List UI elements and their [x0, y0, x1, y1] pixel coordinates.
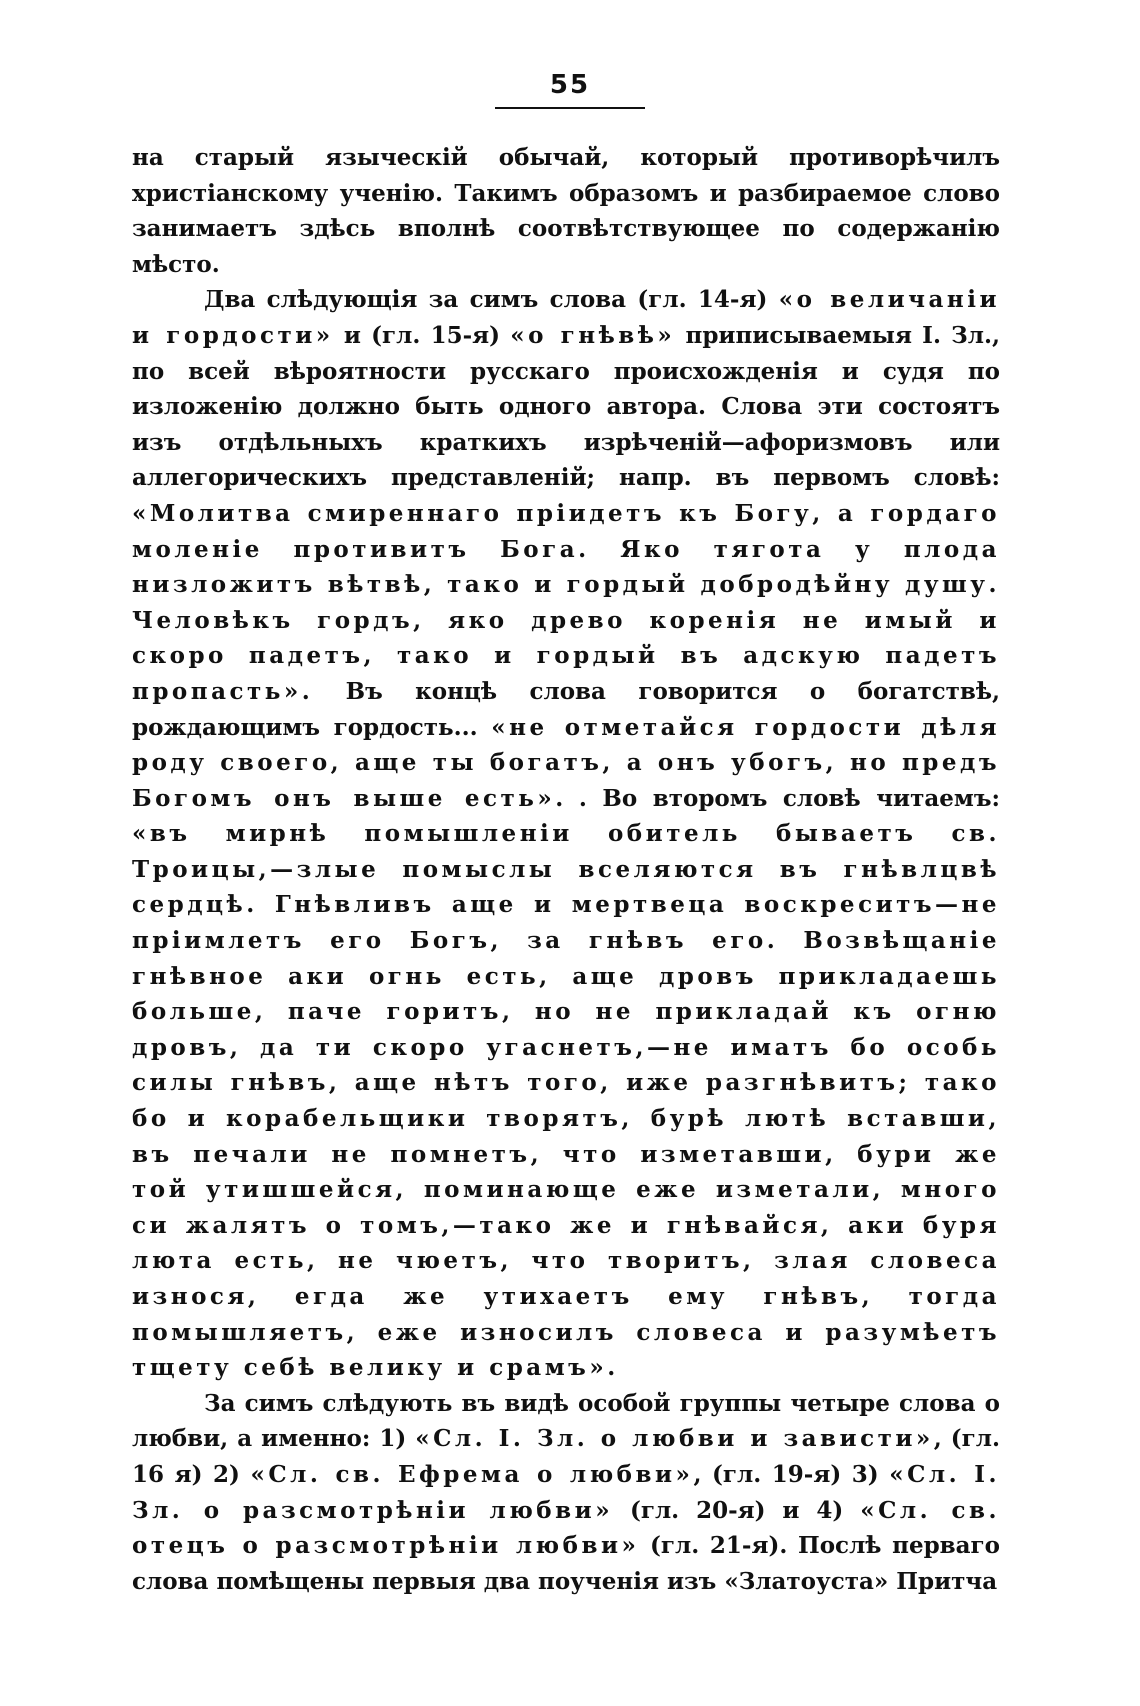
text-run: , (гл. 19-я) 3) — [693, 1460, 890, 1488]
spaced-quote: «Сл. св. отецъ о разсмотрѣніи любви» — [132, 1496, 1001, 1560]
spaced-quote: «въ мирнѣ помышленіи обитель бываетъ св. Троицы,—злые помыслы вселяются въ гнѣвлцвѣ сердцѣ. Гнѣвливъ аще и мертвеца воскреситъ—не пріимлетъ его Богъ, за гнѣвъ его. Возвѣщаніе гнѣвное аки огнь есть, аще дровъ прикладаешь больше, паче горитъ, но не прикладай къ огню дровъ, да ти скоро угаснетъ,—не иматъ бо особь силы гнѣвъ, аще нѣтъ того, иже разгнѣвитъ; тако бо и корабельщики творятъ, бурѣ лютѣ вставши, въ печали не помнетъ, что изметавши, бури же той утишшейся, поминающе еже изметали, много си жалятъ о томъ,—тако же и гнѣвайся, аки буря люта есть, не чюетъ, что творитъ, злая словеса износя, егда же утихаетъ ему гнѣвъ, тогда помышляетъ, еже износилъ словеса и разумѣетъ тщету себѣ велику и срамъ». — [132, 820, 1000, 1382]
text-run: (гл. 21-я). Послѣ перваго слова помѣщены первыя два поученія изъ «Златоуста» Притча — [132, 1532, 1000, 1595]
header-rule — [495, 107, 645, 109]
text-run: и (гл. 15-я) — [333, 321, 511, 349]
text-run: За симъ слѣдують въ видѣ особой группы четыре слова о любви, а именно: 1) — [132, 1389, 1000, 1453]
spaced-quote: «Сл. св. Ефрема о любви» — [250, 1460, 694, 1488]
spaced-quote: «о гнѣвѣ» — [510, 321, 676, 349]
spaced-quote: «Молитва смиреннаго пріидетъ къ Богу, а гордаго моленіе противитъ Бога. Яко тягота у плода низложитъ вѣтвѣ, тако и гордый добродѣйну душу. Человѣкъ гордъ, яко древо коренія не имый и скоро падетъ, тако и гордый въ адскую падетъ пропасть». — [132, 499, 1000, 705]
text-run: , (гл. 16 я) 2) — [132, 1425, 1000, 1488]
text-run: Въ концѣ слова говорится о богатствѣ, рождающимъ гордость... — [132, 677, 1000, 741]
paragraph-1 — [132, 140, 1000, 282]
page-body — [132, 140, 1000, 1599]
text-run: Два слѣдующія за симъ слова (гл. 14-я) — [204, 286, 779, 314]
spaced-quote: «о величаніи и гордости» — [132, 286, 1000, 349]
paragraph-3 — [132, 1386, 1000, 1600]
text-run: приписываемыя I. Зл., по всей вѣроятности русскаго происхожденія и судя по изложенію должно быть одного автора. Слова эти состоятъ изъ отдѣльныхъ краткихъ изрѣченій—афоризмовъ или аллегорическихъ представленій; напр. въ первомъ словѣ: — [132, 321, 1000, 492]
spaced-quote: «Сл. I. Зл. о любви и зависти» — [415, 1425, 934, 1453]
text-run: . . Во второмъ словѣ читаемъ: — [555, 784, 1000, 812]
page-number: 55 — [549, 70, 591, 100]
paragraph-2 — [132, 282, 1000, 1385]
spaced-quote: «не отметайся гордости дѣля роду своего, аще ты богатъ, а онъ убогъ, но предъ Богомъ онъ выше есть» — [132, 713, 1000, 812]
text-run: (гл. 20-я) и 4) — [613, 1496, 861, 1524]
text-run: на старый языческій обычай, который противорѣчилъ христіанскому ученію. Такимъ образомъ и разбираемое слово занимаетъ здѣсь вполнѣ соотвѣтствующее по содержанію мѣсто. — [132, 144, 1000, 278]
spaced-quote: «Сл. I. Зл. о разсмотрѣніи любви» — [132, 1460, 1000, 1524]
